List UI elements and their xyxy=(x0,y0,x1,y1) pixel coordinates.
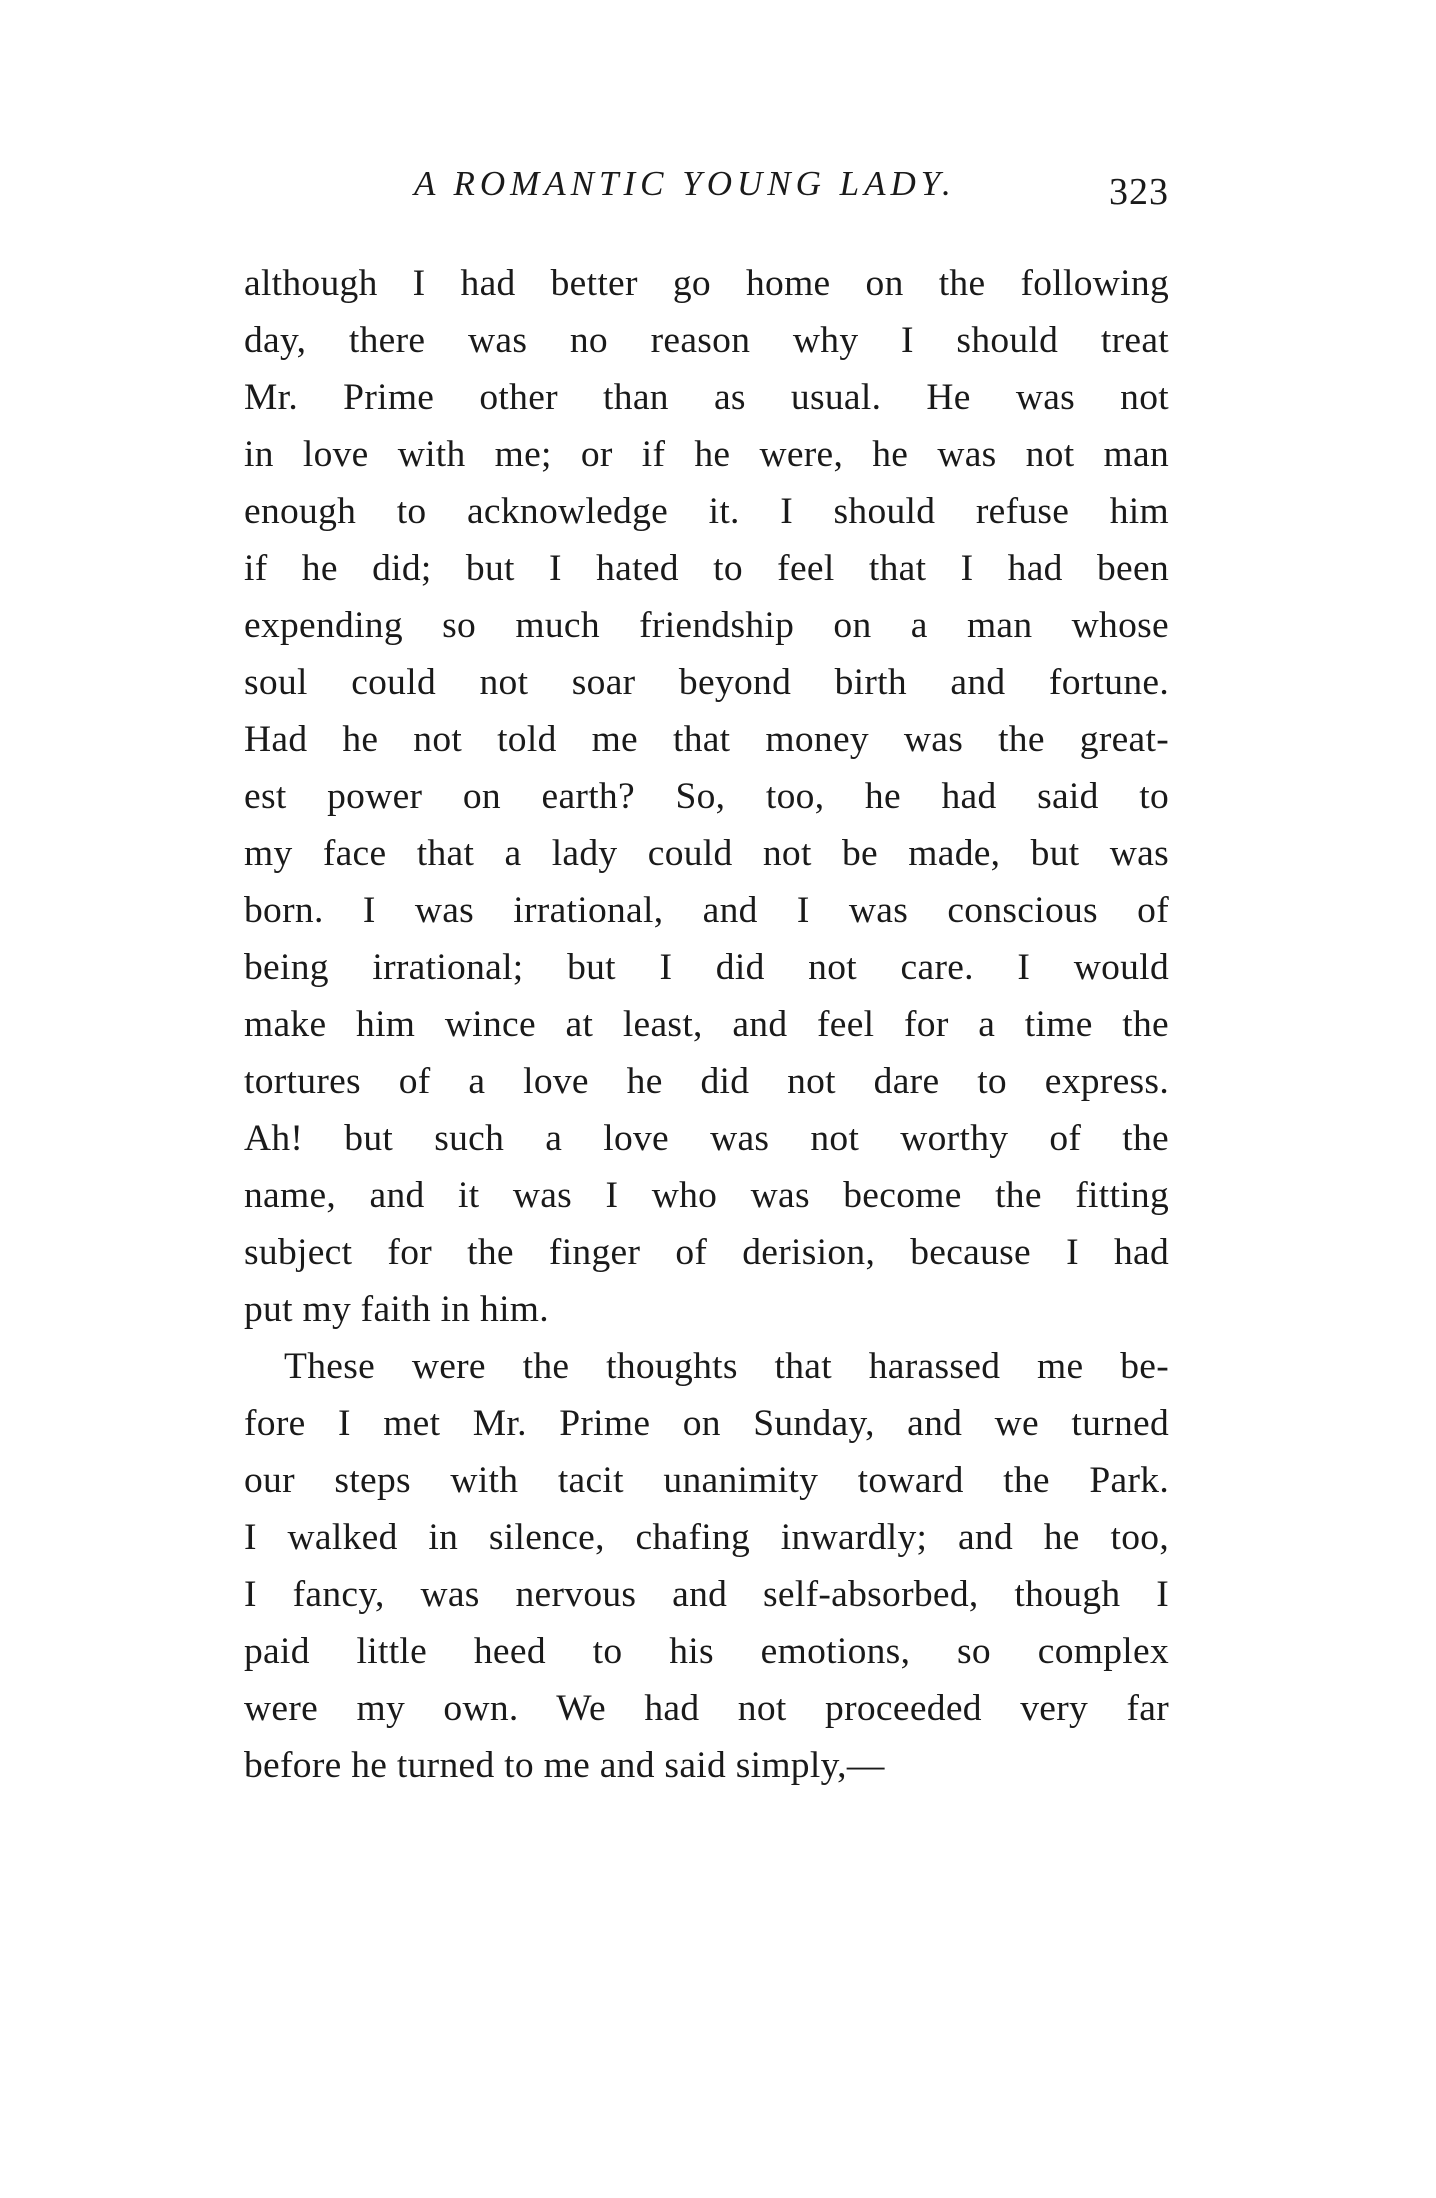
running-head xyxy=(244,160,1169,220)
paragraph-1 xyxy=(244,255,1169,1338)
text-line: our steps with tacit unanimity toward the Park. xyxy=(244,1460,1169,1501)
text-line: name, and it was I who was become the fitting xyxy=(244,1175,1169,1216)
text-line: tortures of a love he did not dare to express. xyxy=(244,1061,1169,1102)
text-line: if he did; but I hated to feel that I had been xyxy=(244,548,1169,589)
text-line: paid little heed to his emotions, so complex xyxy=(244,1631,1169,1672)
text-line: before he turned to me and said simply,— xyxy=(244,1745,885,1786)
text-line: expending so much friendship on a man whose xyxy=(244,605,1169,646)
text-line: were my own. We had not proceeded very far xyxy=(244,1688,1169,1729)
text-line: I walked in silence, chafing inwardly; and he too, xyxy=(244,1517,1169,1558)
text-line: fore I met Mr. Prime on Sunday, and we turned xyxy=(244,1403,1169,1444)
text-line: These were the thoughts that harassed me be- xyxy=(284,1346,1169,1387)
text-line: although I had better go home on the following xyxy=(244,263,1169,304)
text-line: Mr. Prime other than as usual. He was not xyxy=(244,377,1169,418)
text-line: make him wince at least, and feel for a time the xyxy=(244,1004,1169,1045)
text-line: born. I was irrational, and I was conscious of xyxy=(244,890,1169,931)
text-line: put my faith in him. xyxy=(244,1289,549,1330)
text-line: in love with me; or if he were, he was not man xyxy=(244,434,1169,475)
text-line: I fancy, was nervous and self-absorbed, though I xyxy=(244,1574,1169,1615)
running-title: A ROMANTIC YOUNG LADY. xyxy=(414,164,956,203)
text-line: Had he not told me that money was the great- xyxy=(244,719,1169,760)
text-line: enough to acknowledge it. I should refuse him xyxy=(244,491,1169,532)
text-line: my face that a lady could not be made, but was xyxy=(244,833,1169,874)
page-number: 323 xyxy=(1109,171,1169,213)
paragraph-2 xyxy=(244,1338,1169,1794)
body-text xyxy=(244,255,1169,1794)
text-line: subject for the finger of derision, because I had xyxy=(244,1232,1169,1273)
text-line: being irrational; but I did not care. I would xyxy=(244,947,1169,988)
text-line: soul could not soar beyond birth and fortune. xyxy=(244,662,1169,703)
text-line: day, there was no reason why I should treat xyxy=(244,320,1169,361)
text-line: Ah! but such a love was not worthy of the xyxy=(244,1118,1169,1159)
text-line: est power on earth? So, too, he had said to xyxy=(244,776,1169,817)
